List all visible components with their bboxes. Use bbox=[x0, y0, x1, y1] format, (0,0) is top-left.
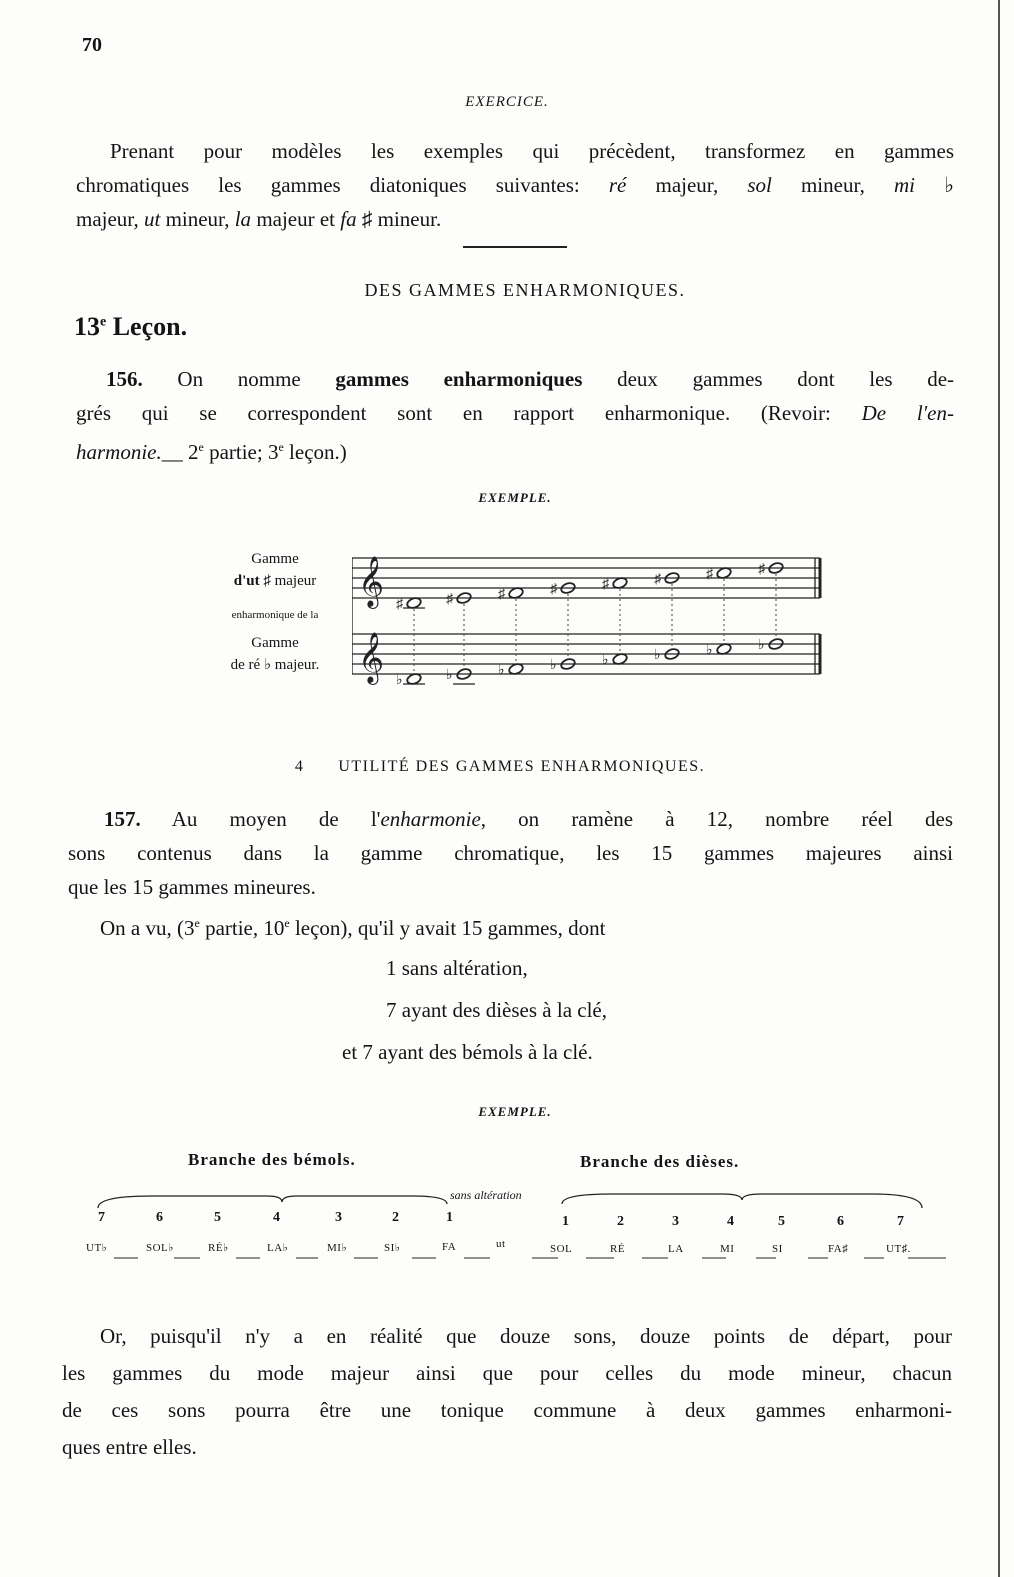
scale-label-mid: enharmonique de la bbox=[231, 609, 319, 621]
p156-line-1: 156. On nomme gammes enharmoniques deux gammes dont les de- bbox=[106, 367, 955, 391]
sharp-branch-number: 5 bbox=[778, 1214, 785, 1229]
final-line-2: les gammes du mode majeur ainsi que pour celles du mode mineur, chacun bbox=[62, 1361, 952, 1385]
flat-note-name: SOL♭ bbox=[146, 1242, 174, 1254]
exercise-line-3: majeur, ut mineur, la majeur et fa ♯ mineur. bbox=[76, 207, 442, 231]
final-line-4: ques entre elles. bbox=[62, 1435, 197, 1459]
center-note-name: ut bbox=[496, 1238, 506, 1250]
notes-top bbox=[396, 561, 784, 612]
exercise-paragraph bbox=[76, 134, 954, 236]
sharp-branch-number: 4 bbox=[727, 1214, 734, 1229]
flat-icon: ♭ bbox=[706, 643, 713, 658]
paragraph-156 bbox=[76, 362, 954, 469]
scale-label-top: Gamme d'ut ♯ majeur bbox=[233, 551, 317, 589]
sharp-icon: ♯ bbox=[396, 597, 403, 612]
sharp-note-name: MI bbox=[720, 1243, 735, 1255]
branch-sharps-title: Branche des dièses. bbox=[580, 1152, 740, 1171]
sharp-branch-number: 3 bbox=[672, 1214, 679, 1229]
sharp-icon: ♯ bbox=[654, 572, 661, 587]
music-staves bbox=[352, 548, 824, 692]
flat-note-name: RÉ♭ bbox=[208, 1242, 229, 1254]
correspondence-dotted-lines bbox=[414, 574, 776, 673]
sharp-branch-number: 6 bbox=[837, 1214, 844, 1229]
final-paragraph bbox=[62, 1318, 952, 1466]
exercise-line-1: Prenant pour modèles les exemples qui précèdent, transformez en gammes bbox=[110, 139, 954, 163]
flat-branch-number: 1 bbox=[446, 1210, 453, 1225]
flat-branch-number: 3 bbox=[335, 1210, 342, 1225]
list-item-2: 7 ayant des dièses à la clé, bbox=[386, 998, 607, 1022]
note-connector-lines bbox=[86, 1250, 946, 1262]
sharp-branch-number: 7 bbox=[897, 1214, 904, 1229]
sharp-branch-number: 2 bbox=[617, 1214, 624, 1229]
p157-line-3: que les 15 gammes mineures. bbox=[68, 875, 316, 899]
flat-note-name: FA bbox=[442, 1241, 457, 1253]
flat-icon: ♭ bbox=[550, 658, 557, 673]
sharp-icon: ♯ bbox=[498, 587, 505, 602]
list-item-1: 1 sans altération, bbox=[386, 956, 528, 980]
sharp-icon: ♯ bbox=[550, 582, 557, 597]
p157-line-1: 157. Au moyen de l'enharmonie, on ramène à 12, nombre réel des bbox=[104, 807, 954, 831]
lesson-heading: 13e Leçon. bbox=[74, 312, 188, 341]
sharp-note-name: UT♯. bbox=[886, 1243, 911, 1255]
flat-icon: ♭ bbox=[498, 663, 505, 678]
final-line-1: Or, puisqu'il n'y a en réalité que douze sons, douze points de départ, pour bbox=[100, 1324, 952, 1348]
sharp-note-name: FA♯ bbox=[828, 1243, 849, 1255]
paragraph-157 bbox=[68, 802, 953, 904]
sharp-branch-number: 1 bbox=[562, 1214, 569, 1229]
sharp-note-name: SI bbox=[772, 1243, 783, 1255]
sharp-icon: ♯ bbox=[602, 577, 609, 592]
flat-icon: ♭ bbox=[602, 653, 609, 668]
flat-icon: ♭ bbox=[396, 673, 403, 688]
branch-flats-title: Branche des bémols. bbox=[188, 1150, 356, 1169]
flat-branch-number: 5 bbox=[214, 1210, 221, 1225]
example-label-1: EXEMPLE. bbox=[478, 490, 552, 505]
sharp-icon: ♯ bbox=[758, 562, 765, 577]
flat-icon: ♭ bbox=[654, 648, 661, 663]
flat-note-name: UT♭ bbox=[86, 1242, 108, 1254]
sharp-note-name: RÉ bbox=[610, 1243, 626, 1255]
flat-icon: ♭ bbox=[446, 668, 453, 683]
staff-bottom bbox=[352, 634, 820, 674]
list-intro: On a vu, (3e partie, 10e leçon), qu'il y avait 15 gammes, dont bbox=[100, 916, 606, 940]
flat-branch-number: 2 bbox=[392, 1210, 399, 1225]
sharp-note-name: SOL bbox=[550, 1243, 573, 1255]
final-line-3: de ces sons pourra être une tonique commune à deux gammes enharmoni- bbox=[62, 1398, 952, 1422]
section-title-utility: 4 UTILITÉ DES GAMMES ENHARMONIQUES. bbox=[294, 758, 706, 775]
flat-branch-number: 7 bbox=[98, 1210, 105, 1225]
flat-branch-number: 6 bbox=[156, 1210, 163, 1225]
p157-line-2: sons contenus dans la gamme chromatique, les 15 gammes majeures ainsi bbox=[68, 841, 953, 865]
center-label: sans altération bbox=[450, 1188, 522, 1202]
page-edge bbox=[998, 0, 1000, 1577]
notes-bottom bbox=[396, 637, 784, 688]
flat-branch-number: 4 bbox=[273, 1210, 280, 1225]
treble-clef-bottom-icon: 𝄞 bbox=[358, 633, 385, 682]
flat-icon: ♭ bbox=[758, 638, 765, 653]
treble-clef-top-icon: 𝄞 bbox=[358, 557, 385, 606]
sharp-icon: ♯ bbox=[706, 567, 713, 582]
exercise-title: EXERCICE. bbox=[465, 94, 549, 110]
flat-note-name: SI♭ bbox=[384, 1242, 401, 1254]
sharp-icon: ♯ bbox=[446, 592, 453, 607]
staff-top bbox=[352, 558, 820, 598]
p156-line-2: grés qui se correspondent sont en rapport enharmonique. (Revoir: De l'en- bbox=[76, 401, 954, 425]
list-item-3: et 7 ayant des bémols à la clé. bbox=[342, 1040, 593, 1064]
section-title-enharmonic: DES GAMMES ENHARMONIQUES. bbox=[364, 280, 686, 300]
exercise-line-2: chromatiques les gammes diatoniques suivantes: ré majeur, sol mineur, mi ♭ bbox=[76, 173, 955, 197]
p156-line-3: harmonie.__ 2e partie; 3e leçon.) bbox=[76, 440, 347, 464]
scale-label-bottom: Gamme de ré ♭ majeur. bbox=[230, 635, 320, 673]
flat-note-name: LA♭ bbox=[267, 1242, 289, 1254]
example-label-2: EXEMPLE. bbox=[478, 1104, 552, 1119]
sharp-note-name: LA bbox=[668, 1243, 684, 1255]
page-number: 70 bbox=[82, 34, 102, 56]
separator-rule bbox=[463, 246, 567, 248]
flat-note-name: MI♭ bbox=[327, 1242, 348, 1254]
